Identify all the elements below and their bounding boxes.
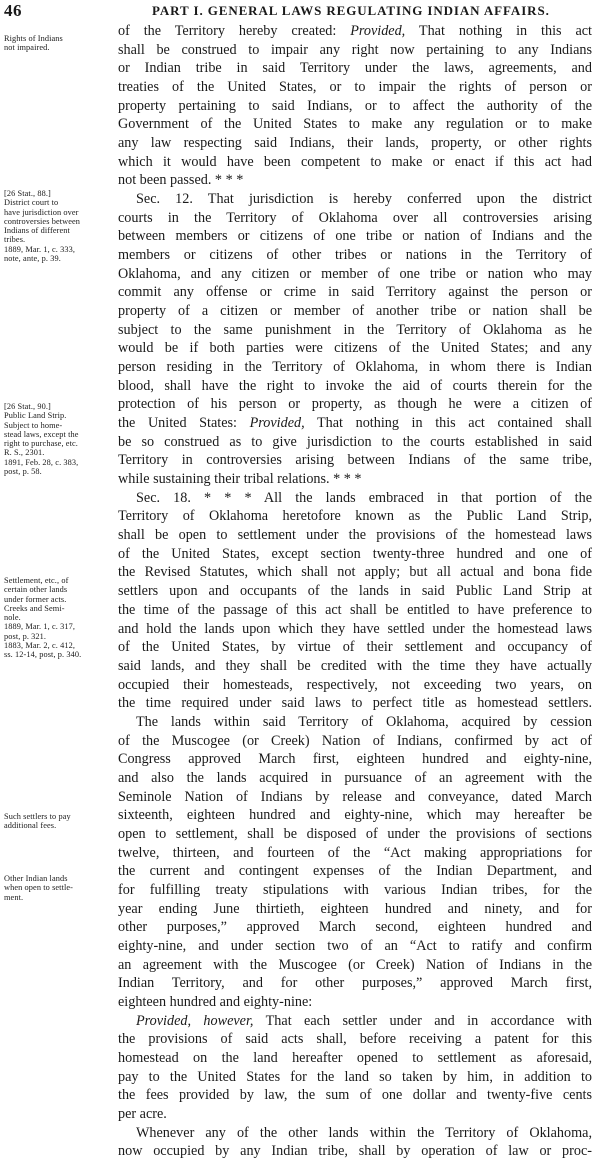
line-text: eighty-nine, and under section two of an “Act to ratify and confirm bbox=[118, 937, 592, 954]
text-line bbox=[118, 1124, 592, 1143]
line-text: shall be construed to impair any right now pertaining to any Indians bbox=[118, 41, 592, 58]
text-line bbox=[118, 59, 592, 78]
text-line bbox=[118, 881, 592, 900]
text-line bbox=[118, 134, 592, 153]
text-line bbox=[118, 974, 592, 993]
text-line bbox=[118, 1086, 592, 1105]
line-text: property of a citizen or member of another tribe or nation shall be bbox=[118, 303, 592, 320]
text-line bbox=[118, 769, 592, 788]
line-text: other purposes,” approved March second, eighteen hundred and bbox=[118, 919, 592, 936]
text-line bbox=[118, 545, 592, 564]
line-text: members or citizens of other tribes or nations in the Territory of bbox=[118, 247, 592, 264]
line-text: That nothing in this act bbox=[405, 23, 592, 39]
line-text: now occupied by any Indian tribe, shall by operation of law or proc- bbox=[118, 1143, 592, 1160]
text-line bbox=[118, 470, 592, 489]
text-line bbox=[118, 601, 592, 620]
line-text: the provisions of said acts shall, before receiving a patent for this bbox=[118, 1031, 592, 1048]
text-line bbox=[118, 732, 592, 751]
line-text: open to settlement, shall be disposed of under the provisions of sections bbox=[118, 825, 592, 842]
line-text: Oklahoma, and any citizen or member of one tribe or nation who may bbox=[118, 265, 592, 282]
page-number: 46 bbox=[4, 1, 22, 20]
line-text: the time required under said laws to perfect title as homestead settlers. bbox=[118, 695, 592, 712]
text-line bbox=[118, 862, 592, 881]
text-line bbox=[118, 41, 592, 60]
line-text: the Revised Statutes, which shall not apply; but all actual and bona fide bbox=[118, 564, 592, 581]
margin-note: Other Indian lands when open to settle- ment. bbox=[4, 874, 74, 902]
text-line bbox=[118, 321, 592, 340]
margin-note: [26 Stat., 88.] District court to have jurisdiction over controversies between Indians of different tribes. 1889, Mar. 1, c. 333, note, ante, p. 39. bbox=[4, 189, 81, 264]
text-line bbox=[118, 676, 592, 695]
text-line bbox=[118, 900, 592, 919]
margin-note: Settlement, etc., of certain other lands under former acts. Creeks and Semi- nole. 1889, Mar. 1, c. 317, post, p. 321. 1883, Mar. 2, c. 412, ss. 12-14, post, p. 340. bbox=[4, 576, 82, 660]
line-text: for fulfilling treaty stipulations with various Indian tribes, for the bbox=[118, 881, 592, 898]
line-text: sixteenth, eighteen hundred and eighty-nine, which may hereafter be bbox=[118, 807, 592, 824]
line-text: be so construed as to give jurisdiction to the courts established in said bbox=[118, 433, 592, 450]
margin-note: Rights of Indians not impaired. bbox=[4, 34, 63, 53]
text-line bbox=[118, 563, 592, 582]
text-line bbox=[118, 414, 592, 433]
line-text: would be if both parties were citizens of the United States; and any bbox=[118, 340, 592, 357]
text-line bbox=[118, 918, 592, 937]
text-line bbox=[118, 209, 592, 228]
text-line bbox=[118, 507, 592, 526]
line-text: protection of his person or property, as though he were a citizen of bbox=[118, 396, 592, 413]
line-text: and hold the lands upon which they have settled under the homestead laws bbox=[118, 620, 592, 637]
line-text: Sec. 12. That jurisdiction is hereby conferred upon the district bbox=[136, 191, 592, 208]
text-line bbox=[118, 377, 592, 396]
text-line bbox=[118, 433, 592, 452]
text-line bbox=[118, 265, 592, 284]
line-text: the United States: bbox=[118, 415, 250, 432]
text-line bbox=[118, 489, 592, 508]
line-text: and also the lands acquired in pursuance of an agreement with the bbox=[118, 769, 592, 786]
line-text: Government of the United States to make any regulation or to make bbox=[118, 116, 592, 133]
italic-text: Provided, however, bbox=[136, 1012, 254, 1029]
text-line bbox=[118, 78, 592, 97]
line-text: Indian Territory, and for other purposes,” approved March first, bbox=[118, 975, 592, 992]
text-line bbox=[118, 171, 592, 190]
text-line bbox=[118, 302, 592, 321]
running-head: PART I. GENERAL LAWS REGULATING INDIAN AFFAIRS. bbox=[152, 3, 550, 18]
italic-text: Provided, bbox=[350, 23, 406, 39]
line-text: of the United States, by virtue of their settlement and occupancy of bbox=[118, 639, 592, 656]
line-text: subject to the same punishment in the Territory of Oklahoma as he bbox=[118, 321, 592, 338]
line-text: of the Territory hereby created: bbox=[118, 23, 351, 39]
line-text: The lands within said Territory of Oklahoma, acquired by cession bbox=[136, 713, 592, 730]
text-line bbox=[118, 22, 592, 41]
line-text: eighteen hundred and eighty-nine: bbox=[118, 993, 313, 1010]
italic-text: Provided, bbox=[249, 415, 305, 432]
line-text: occupied their homesteads, respectively, not exceeding two years, on bbox=[118, 676, 592, 693]
page-header bbox=[0, 0, 600, 22]
text-line bbox=[118, 115, 592, 134]
text-line bbox=[118, 620, 592, 639]
text-line bbox=[118, 227, 592, 246]
text-line bbox=[118, 1068, 592, 1087]
line-text: twelve, thirteen, and fourteen of the “Act making appropriations for bbox=[118, 844, 592, 861]
line-text: shall be open to settlement under the provisions of the homestead laws bbox=[118, 527, 592, 544]
line-text: not been passed. * * * bbox=[118, 172, 244, 189]
line-text: year ending June thirtieth, eighteen hundred and ninety, and for bbox=[118, 900, 592, 917]
text-line bbox=[118, 451, 592, 470]
line-text: blood, shall have the right to invoke the aid of courts therein for the bbox=[118, 377, 592, 394]
text-line bbox=[118, 638, 592, 657]
text-line bbox=[118, 283, 592, 302]
text-line bbox=[118, 526, 592, 545]
text-line bbox=[118, 395, 592, 414]
text-line bbox=[118, 153, 592, 172]
line-text: between members or citizens of one tribe or nation of Indians and the bbox=[118, 228, 592, 245]
text-line bbox=[118, 788, 592, 807]
line-text: pay to the United States for the land so taken by him, in addition to bbox=[118, 1068, 592, 1085]
line-text: Territory of Oklahoma heretofore known as the Public Land Strip, bbox=[118, 508, 592, 525]
line-text: person residing in the Territory of Oklahoma, in whom there is Indian bbox=[118, 359, 592, 376]
statute-body-text bbox=[118, 22, 592, 1161]
line-text: the time of the passage of this act shall be entitled to have preference to bbox=[118, 601, 592, 618]
line-text: of the Muscogee (or Creek) Nation of Indians, confirmed by act of bbox=[118, 732, 592, 749]
line-text: Sec. 18. * * * All the lands embraced in that portion of the bbox=[136, 489, 592, 506]
text-line bbox=[118, 358, 592, 377]
text-line bbox=[118, 1030, 592, 1049]
margin-note: [26 Stat., 90.] Public Land Strip. Subject to home- stead laws, except the right to purchase, etc. R. S., 2301. 1891, Feb. 28, c. 383, post, p. 58. bbox=[4, 402, 79, 477]
line-text: Congress approved March first, eighteen hundred and eighty-nine, bbox=[118, 751, 592, 768]
text-line bbox=[118, 190, 592, 209]
text-line bbox=[118, 806, 592, 825]
line-text: the current and contingent expenses of the Indian Department, and bbox=[118, 863, 592, 880]
margin-note: Such settlers to pay additional fees. bbox=[4, 812, 71, 831]
text-line bbox=[118, 713, 592, 732]
line-text: the fees provided by law, the sum of one dollar and twenty-five cents bbox=[118, 1087, 592, 1104]
line-text: said lands, and they shall be credited with the time they have actually bbox=[118, 657, 592, 674]
line-text: Whenever any of the other lands within the Territory of Oklahoma, bbox=[136, 1124, 592, 1141]
text-line bbox=[118, 956, 592, 975]
line-text: settlers upon and occupants of the lands in said Public Land Strip at bbox=[118, 583, 592, 600]
line-text: of the United States, except section twenty-three hundred and one of bbox=[118, 545, 592, 562]
text-line bbox=[118, 1142, 592, 1161]
line-text: which it would have been competent to make or enact if this act had bbox=[118, 153, 592, 170]
text-line bbox=[118, 582, 592, 601]
line-text: That nothing in this act contained shall bbox=[304, 415, 592, 432]
text-line bbox=[118, 750, 592, 769]
text-line bbox=[118, 1105, 592, 1124]
text-line bbox=[118, 246, 592, 265]
text-line bbox=[118, 657, 592, 676]
text-line bbox=[118, 339, 592, 358]
line-text: or Indian tribe in said Territory under the laws, agreements, and bbox=[118, 60, 592, 77]
text-line bbox=[118, 694, 592, 713]
line-text: commit any offense or crime in said Territory against the person or bbox=[118, 284, 592, 301]
line-text: while sustaining their tribal relations. * * * bbox=[118, 471, 362, 488]
text-line bbox=[118, 1012, 592, 1031]
line-text: treaties of the United States, or to impair the rights of person or bbox=[118, 79, 592, 96]
line-text: an agreement with the Muscogee (or Creek) Nation of Indians in the bbox=[118, 956, 592, 973]
line-text: per acre. bbox=[118, 1105, 167, 1122]
line-text: Territory in controversies arising between Indians of the same tribe, bbox=[118, 452, 592, 469]
line-text: That each settler under and in accordance with bbox=[253, 1012, 592, 1029]
line-text: Seminole Nation of Indians by release and conveyance, dated March bbox=[118, 788, 592, 805]
line-text: homestead on the land hereafter opened to settlement as aforesaid, bbox=[118, 1049, 592, 1066]
text-line bbox=[118, 97, 592, 116]
text-line bbox=[118, 1049, 592, 1068]
line-text: courts in the Territory of Oklahoma over all controversies arising bbox=[118, 209, 592, 226]
line-text: any law respecting said Indians, their lands, property, or other rights bbox=[118, 135, 592, 152]
text-line bbox=[118, 844, 592, 863]
line-text: property pertaining to said Indians, or to affect the authority of the bbox=[118, 97, 592, 114]
text-line bbox=[118, 993, 592, 1012]
text-line bbox=[118, 825, 592, 844]
